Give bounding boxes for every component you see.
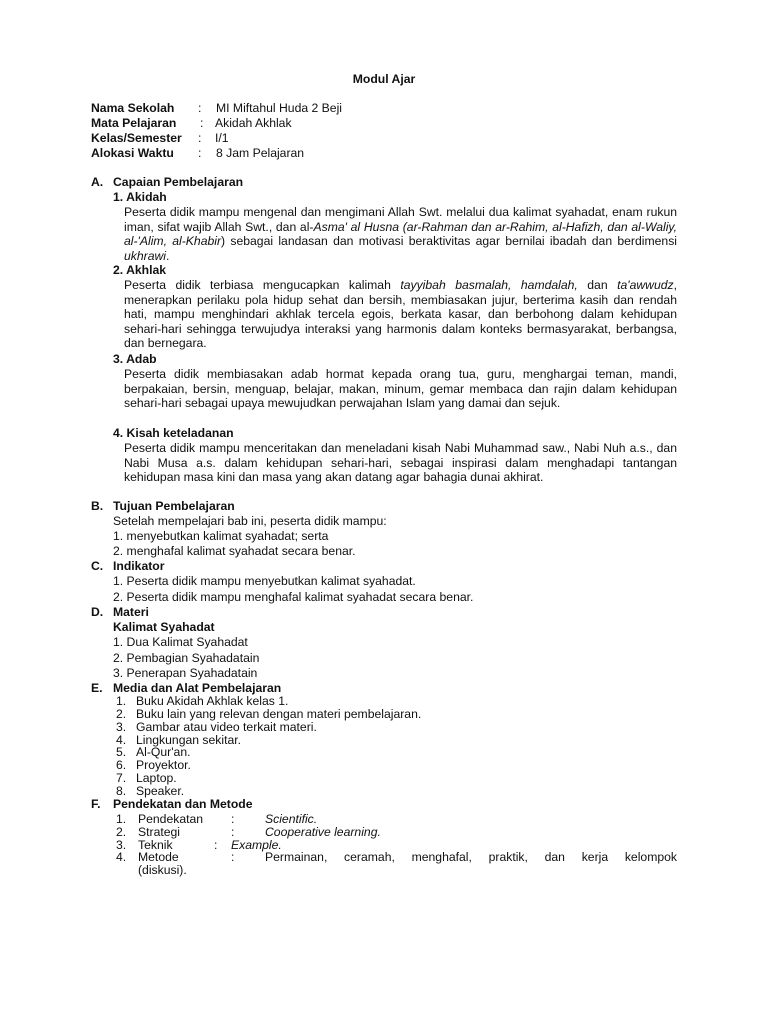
paragraph-akhlak (124, 278, 677, 351)
sub-heading-kalimat: Kalimat Syahadat (113, 620, 215, 634)
text-run: Peserta didik mampu mengenal dan mengimani Allah Swt. melalui dua kalimat syahadat, enam rukun iman, sifat wajib Allah Swt., dan al- (124, 205, 677, 234)
list-item: 2. Peserta didik mampu menghafal kalimat syahadat secara benar. (113, 590, 474, 604)
sub-heading-kisah: 4. Kisah keteladanan (113, 426, 234, 440)
identity-value-subject: Akidah Akhlak (215, 116, 292, 130)
section-heading: Capaian Pembelajaran (113, 175, 244, 189)
paragraph-adab (124, 367, 677, 411)
list-item: 2. menghafal kalimat syahadat secara benar. (113, 544, 356, 558)
method-sep: : (231, 850, 235, 864)
list-number: 3. (116, 838, 127, 852)
text-run-italic: tayyibah basmalah, hamdalah, (400, 278, 578, 292)
section-heading: Pendekatan dan Metode (113, 797, 253, 811)
identity-sep: : (200, 116, 204, 130)
method-label: Teknik (138, 838, 173, 852)
list-item: Buku Akidah Akhlak kelas 1. (136, 694, 289, 708)
text-run: Peserta didik membiasakan adab hormat kepada orang tua, guru, menghargai teman, mandi, berpakaian, bersin, menguap, belajar, makan, minum, gemar membaca dan rajin dalam kehidupan sehari-hari sebagai upaya mewujudkan perwajahan Islam yang damai dan sejuk. (124, 367, 677, 411)
method-sep: : (231, 825, 235, 839)
list-item: Laptop. (136, 771, 177, 785)
identity-label-subject: Mata Pelajaran (91, 116, 177, 130)
list-item: Gambar atau video terkait materi. (136, 720, 317, 734)
section-letter: F. (91, 797, 101, 811)
method-label: Strategi (138, 825, 181, 839)
identity-label-class: Kelas/Semester (91, 131, 182, 145)
list-item: 2. Pembagian Syahadatain (113, 651, 260, 665)
identity-value-class: I/1 (215, 131, 229, 145)
identity-sep: : (198, 101, 202, 115)
method-value-continued: (diskusi). (138, 863, 187, 877)
text-run: ) sebagai landasan dan motivasi beraktivitas agar bernilai ibadah dan berdimensi (221, 234, 677, 249)
list-item: Proyektor. (136, 758, 191, 772)
list-item: Buku lain yang relevan dengan materi pembelajaran. (136, 707, 422, 721)
paragraph-akidah (124, 205, 677, 263)
text-run-italic: Asma' al Husna (ar-Rahman dan ar-Rahim, al-Hafizh, dan al-Waliy, al-'Alim, al-Khabir (124, 219, 677, 249)
section-letter: C. (91, 559, 104, 573)
identity-value-time: 8 Jam Pelajaran (216, 146, 305, 160)
list-number: 4. (116, 733, 127, 747)
document-title: Modul Ajar (352, 72, 416, 86)
list-number: 2. (116, 825, 127, 839)
text-run: . (166, 248, 170, 263)
method-sep: : (231, 812, 235, 826)
list-item: 1. Peserta didik mampu menyebutkan kalimat syahadat. (113, 574, 416, 588)
sub-heading-adab: 3. Adab (113, 352, 157, 366)
identity-label-time: Alokasi Waktu (91, 146, 174, 160)
list-number: 8. (116, 784, 127, 798)
section-letter: E. (91, 681, 103, 695)
list-number: 6. (116, 758, 127, 772)
method-value: Permainan, ceramah, menghafal, praktik, dan kerja kelompok (265, 850, 677, 864)
list-item: 3. Penerapan Syahadatain (113, 666, 258, 680)
identity-label-school: Nama Sekolah (91, 101, 175, 115)
identity-value-school: MI Miftahul Huda 2 Beji (216, 101, 342, 115)
section-heading: Materi (113, 605, 149, 619)
section-heading: Media dan Alat Pembelajaran (113, 681, 282, 695)
list-number: 1. (116, 694, 127, 708)
text-run: , menerapkan perilaku pola hidup sehat dan bersih, membiasakan jujur, berterima kasih dan rendah hati, mampu menghindari akhlak tercela egois, berkata kasar, dan berbohong dalam kehidupan sehari-hari sehingga terwujudya interaksi yang harmonis dalam konteks bermasyarakat, berbangsa, dan bernegara. (124, 278, 678, 351)
list-item: 1. Dua Kalimat Syahadat (113, 635, 248, 649)
method-value: Cooperative learning. (265, 825, 381, 839)
section-letter: B. (91, 499, 104, 513)
method-label: Pendekatan (138, 812, 204, 826)
section-heading: Tujuan Pembelajaran (113, 499, 235, 513)
text-run: dan (577, 278, 618, 292)
list-number: 3. (116, 720, 127, 734)
identity-sep: : (198, 131, 202, 145)
identity-sep: : (198, 146, 202, 160)
paragraph-kisah (124, 441, 677, 485)
list-item: Lingkungan sekitar. (136, 733, 242, 747)
text-run: Peserta didik mampu menceritakan dan meneladani kisah Nabi Muhammad saw., Nabi Nuh a.s., dan Nabi Musa a.s. dalam kehidupan sehari-hari, sebagai inspirasi dalam menghadapi tantangan kehidupan masa kini dan masa yang akan datang agar bahagia dunai akhirat. (124, 441, 677, 485)
section-heading: Indikator (113, 559, 165, 573)
method-label: Metode (138, 850, 179, 864)
list-number: 5. (116, 745, 127, 759)
section-letter: D. (91, 605, 104, 619)
list-number: 1. (116, 812, 127, 826)
method-sep: : (214, 838, 218, 852)
sub-heading-akhlak: 2. Akhlak (113, 263, 167, 277)
text-run-italic: ukhrawi (124, 248, 166, 263)
method-value: Scientific. (265, 812, 318, 826)
text-run-italic: ta'awwudz (617, 278, 674, 292)
list-item: Al-Qur'an. (136, 745, 191, 759)
text-line: Setelah mempelajari bab ini, peserta didik mampu: (113, 514, 387, 528)
list-number: 2. (116, 707, 127, 721)
list-item: Speaker. (136, 784, 185, 798)
method-value: Example. (231, 838, 282, 852)
list-number: 7. (116, 771, 127, 785)
list-item: 1. menyebutkan kalimat syahadat; serta (113, 529, 329, 543)
list-number: 4. (116, 850, 127, 864)
section-letter: A. (91, 175, 104, 189)
sub-heading-akidah: 1. Akidah (113, 190, 167, 204)
text-run: Peserta didik terbiasa mengucapkan kalimah (124, 278, 401, 292)
